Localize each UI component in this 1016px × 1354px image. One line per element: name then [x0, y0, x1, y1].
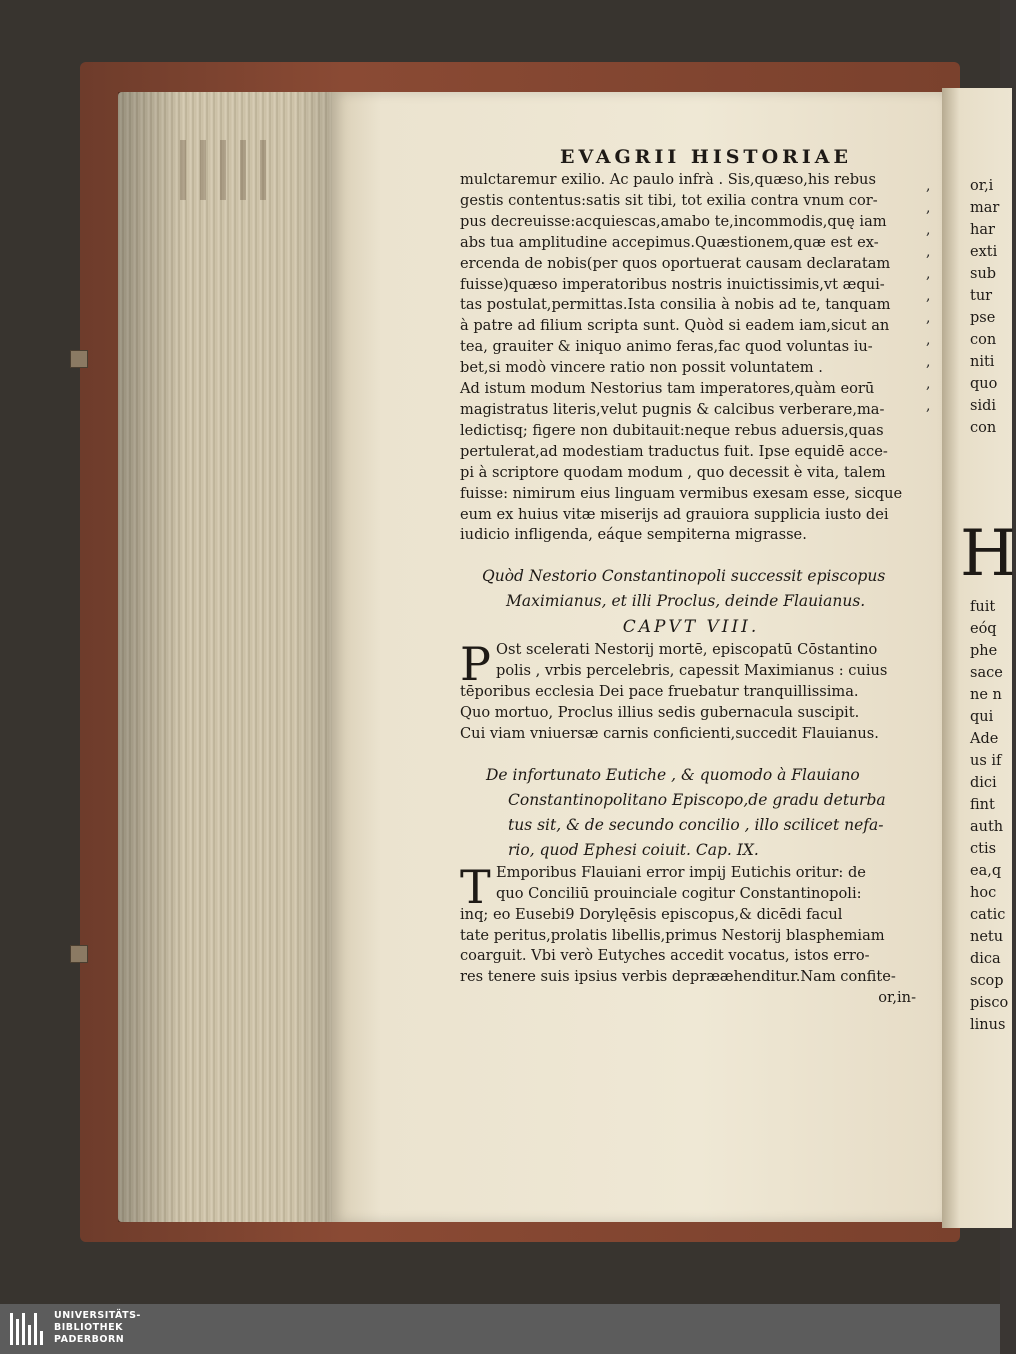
- text-line: magistratus literis,velut pugnis & calcibus verberare,ma-: [460, 400, 885, 418]
- right-page-fragment: linus: [970, 1017, 1006, 1033]
- right-page-fragments-bottom: [970, 596, 1009, 1036]
- text-line: tea, grauiter & iniquo animo feras,fac quod voluntas iu-: [460, 338, 873, 356]
- right-page-fragment: niti: [970, 354, 995, 370]
- text-line: à patre ad filium scripta sunt. Quòd si eadem iam,sicut an: [460, 317, 890, 335]
- clasp-top: [70, 350, 88, 368]
- chapter-text-line: Ost scelerati Nestorij mortē, episcopatū Cōstantino: [496, 641, 878, 659]
- chapter-text-line: tēporibus ecclesia Dei pace fruebatur tranquillissima.: [460, 683, 859, 701]
- text-line: eum ex huius vitæ miserijs ad grauiora supplicia iusto dei: [460, 505, 889, 523]
- right-page-fragment: sidi: [970, 398, 996, 414]
- chapter-8-caput: CAPVT VIII.: [622, 617, 760, 638]
- text-line: mulctaremur exilio. Ac paulo infrà . Sis,quæso,his rebus: [460, 171, 876, 188]
- chapter-title-line: Maximianus, et illi Proclus, deinde Flauianus.: [506, 592, 866, 611]
- text-line: fuisse)quæso imperatoribus nostris inuictissimis,vt æqui-: [460, 275, 885, 293]
- fore-edge-shadow: [118, 92, 338, 1222]
- right-page-fragment: us if: [970, 753, 1002, 769]
- library-name: [54, 1310, 141, 1346]
- text-line: abs tua amplitudine accepimus.Quæstionem,quæ est ex-: [460, 233, 879, 251]
- text-line: bet,si modò vincere ratio non possit voluntatem .: [460, 359, 823, 377]
- right-page-fragment: auth: [970, 819, 1004, 835]
- right-page-initial: H: [960, 517, 1016, 591]
- text-line: fuisse: nimirum eius linguam vermibus exesam esse, sicque: [460, 484, 903, 502]
- chapter-8-title: [460, 564, 922, 614]
- text-line: Ad istum modum Nestorius tam imperatores,quàm eorū: [460, 380, 875, 398]
- fore-edge-marks: [180, 140, 280, 200]
- right-page-fragment: dica: [970, 951, 1001, 967]
- right-page-fragment: con: [970, 332, 997, 348]
- right-page-fragment: eóq: [970, 621, 997, 637]
- right-page-fragment: netu: [970, 929, 1004, 945]
- chapter-text-line: tate peritus,prolatis libellis,primus Nestorij blasphemiam: [460, 926, 885, 944]
- right-page-fragment: or,i: [970, 178, 994, 194]
- main-text: [460, 170, 922, 546]
- chapter-text-line: res tenere suis ipsius verbis deprææhenditur.Nam confite-: [460, 968, 896, 986]
- right-page-fragments-top: [970, 175, 1000, 439]
- chapter-text-line: quo Conciliū prouinciale cogitur Constantinopoli:: [496, 884, 862, 902]
- library-name-line-2: BIBLIOTHEK: [54, 1322, 123, 1333]
- right-page-fragment: tur: [970, 288, 993, 304]
- right-page-fragment: pse: [970, 310, 996, 326]
- right-page-fragment: qui: [970, 709, 994, 725]
- right-page-fragment: sub: [970, 266, 997, 282]
- right-page-fragment: phe: [970, 643, 998, 659]
- text-line: ercenda de nobis(per quos oportuerat causam declaratam: [460, 254, 891, 272]
- text-line: tas postulat,permittas.Ista consilia à nobis ad te, tanquam: [460, 296, 891, 314]
- right-page-fragment: scop: [970, 973, 1004, 989]
- right-page-fragment: pisco: [970, 995, 1009, 1011]
- text-line: pertulerat,ad modestiam traductus fuit. Ipse equidē acce-: [460, 442, 888, 460]
- catchword: or,in-: [878, 989, 916, 1007]
- right-page-fragment: con: [970, 420, 997, 436]
- right-page-fragment: catic: [970, 907, 1006, 923]
- chapter-text-line: inq; eo Eusebi9 Dorylęēsis episcopus,& dicēdi facul: [460, 905, 843, 923]
- chapter-text-line: polis , vrbis percelebris, capessit Maximianus : cuius: [496, 662, 888, 680]
- library-name-line-3: PADERBORN: [54, 1334, 125, 1345]
- clasp-bottom: [70, 945, 88, 963]
- chapter-title-line: Constantinopolitano Episcopo,de gradu deturba: [508, 790, 886, 809]
- library-logo-icon: [10, 1313, 46, 1345]
- library-name-line-1: UNIVERSITÄTS-: [54, 1310, 141, 1321]
- right-page-fragment: mar: [970, 200, 1000, 216]
- chapter-title-line: tus sit, & de secundo concilio , illo scilicet nefa-: [508, 815, 884, 834]
- right-page-fragment: sace: [970, 665, 1003, 681]
- chapter-title-line: Quòd Nestorio Constantinopoli successit episcopus: [482, 567, 886, 586]
- chapter-9-body: [460, 859, 922, 988]
- chapter-8-body: [460, 637, 922, 745]
- chapter-text-line: Cui viam vniuersæ carnis conficienti,succedit Flauianus.: [460, 724, 879, 742]
- chapter-title-line: De infortunato Eutiche , & quomodo à Flauiano: [486, 765, 860, 784]
- right-page-fragment: har: [970, 222, 995, 238]
- running-head: EVAGRII HISTORIAE: [559, 146, 853, 168]
- chapter-text-line: Emporibus Flauiani error impij Eutichis oritur: de: [496, 863, 866, 881]
- right-page-fragment: quo: [970, 376, 998, 392]
- right-page-fragment: dici: [970, 775, 997, 791]
- margin-commas: , , , , , , , , , , ,: [926, 178, 931, 414]
- right-page-fragment: hoc: [970, 885, 997, 901]
- page-text: [460, 146, 922, 1009]
- text-line: iudicio infligenda, eáque sempiterna migrasse.: [460, 526, 807, 544]
- right-page-fragment: exti: [970, 244, 998, 260]
- text-line: pi à scriptore quodam modum , quo decessit è vita, talem: [460, 463, 886, 481]
- library-footer: [0, 1304, 1000, 1354]
- right-page-fragment: ne n: [970, 687, 1002, 703]
- right-page-fragment: ctis: [970, 841, 997, 857]
- chapter-title-line: rio, quod Ephesi coiuit. Cap. IX.: [508, 840, 759, 859]
- right-page-fragment: fuit: [970, 599, 996, 615]
- chapter-text-line: Quo mortuo, Proclus illius sedis gubernacula suscipit.: [460, 704, 860, 722]
- chapter-9-title: [460, 763, 922, 863]
- text-line: gestis contentus:satis sit tibi, tot exilia contra vnum cor-: [460, 191, 878, 209]
- chapter-text-line: coarguit. Vbi verò Eutyches accedit vocatus, istos erro-: [460, 947, 870, 965]
- drop-initial-p: P: [460, 637, 491, 692]
- right-page-fragment: Ade: [970, 731, 999, 747]
- text-line: ledictisq; figere non dubitauit:neque rebus aduersis,quas: [460, 421, 884, 439]
- right-page-fragment: ea,q: [970, 863, 1002, 879]
- right-page-fragment: fint: [970, 797, 995, 813]
- text-line: pus decreuisse:acquiescas,amabo te,incommodis,quę iam: [460, 212, 887, 230]
- drop-initial-t: T: [460, 859, 491, 914]
